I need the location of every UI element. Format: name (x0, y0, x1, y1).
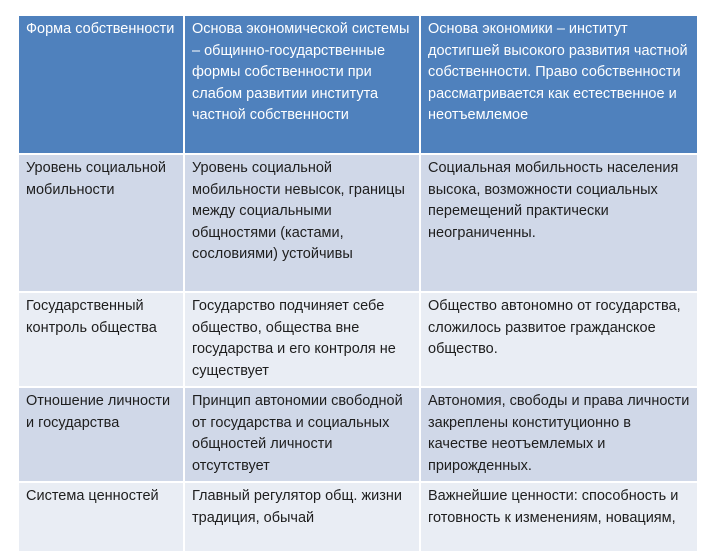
table-cell: Уровень социальной мобильности невысок, границы между социальными общностями (кастами, сословиями) устойчивы (184, 154, 420, 292)
table-row (18, 387, 698, 482)
header-cell-traditional: Основа экономической системы – общинно-государственные формы собственности при слабом развитии института частной собственности (184, 15, 420, 154)
row-label: Государственный контроль общества (18, 292, 184, 387)
table-cell: Главный регулятор общ. жизни традиция, обычай (184, 482, 420, 552)
table-cell: Государство подчиняет себе общество, общества вне государства и его контроля не существует (184, 292, 420, 387)
comparison-table (17, 14, 699, 553)
table-cell: Общество автономно от государства, сложилось развитое гражданское общество. (420, 292, 698, 387)
header-cell-form: Форма собственности (18, 15, 184, 154)
table-cell: Принцип автономии свободной от государства и социальных общностей личности отсутствует (184, 387, 420, 482)
table-row (18, 482, 698, 552)
table-header-row (18, 15, 698, 154)
table-row (18, 292, 698, 387)
table-cell: Автономия, свободы и права личности закреплены конституционно в качестве неотъемлемых и прирожденных. (420, 387, 698, 482)
row-label: Отношение личности и государства (18, 387, 184, 482)
table-row (18, 154, 698, 292)
table-cell: Важнейшие ценности: способность и готовность к изменениям, новациям, (420, 482, 698, 552)
table-cell: Социальная мобильность населения высока, возможности социальных перемещений практически неограниченны. (420, 154, 698, 292)
header-cell-modern: Основа экономики – институт достигшей высокого развития частной собственности. Право собственности рассматривается как естественное и неотъемлемое (420, 15, 698, 154)
row-label: Система ценностей (18, 482, 184, 552)
row-label: Уровень социальной мобильности (18, 154, 184, 292)
